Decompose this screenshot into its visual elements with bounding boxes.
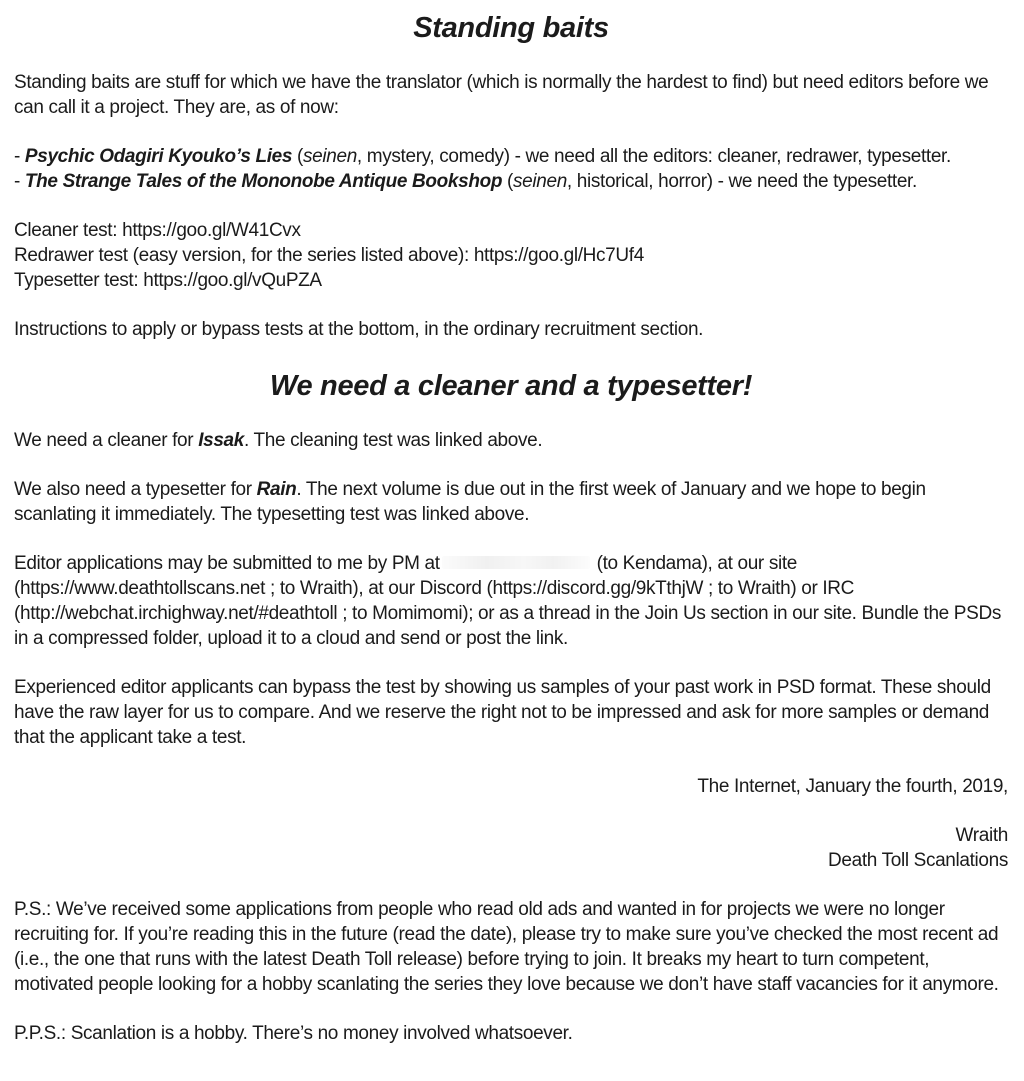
cleaner-request <box>14 428 1008 453</box>
bait-1-title: Psychic Odagiri Kyouko’s Lies <box>24 146 293 167</box>
bait-1-genre: seinen <box>303 146 357 167</box>
bait-2-genre: seinen <box>513 171 567 192</box>
instructions-note: Instructions to apply or bypass tests at the bottom, in the ordinary recruitment section. <box>14 319 704 340</box>
standing-baits-intro: Standing baits are stuff for which we have the translator (which is normally the hardest to find) but need editors before we can call it a project. They are, as of now: <box>14 72 989 118</box>
cleaner-request-after: . The cleaning test was linked above. <box>243 430 543 451</box>
bait-2-title: The Strange Tales of the Mononobe Antique Bookshop <box>24 171 503 192</box>
signature-block <box>14 823 1008 873</box>
cleaner-test-line: Cleaner test: https://goo.gl/W41Cvx <box>14 220 301 241</box>
bait-item <box>14 169 1008 194</box>
signature-dateline: The Internet, January the fourth, 2019, <box>697 776 1008 797</box>
ps-paragraph: P.S.: We’ve received some applications from people who read old ads and wanted in for projects we were no longer recruiting for. If you’re reading this in the future (read the date), please try to make sure you’ve checked the most recent ad (i.e., the one that runs with the latest Death Toll release) before trying to join. It breaks my heart to turn competent, motivated people looking for a hobby scanlating the series they love because we don’t have staff vacancies for it anymore. <box>14 899 999 995</box>
applications-after: (to Kendama), at our site (https://www.deathtollscans.net ; to Wraith), at our Discord (https://discord.gg/9kTthjW ; to Wraith) or IRC (http://webchat.irchighway.net/#deathtoll ; to Momimomi); or as a thread in the Join Us section in our site. Bundle the PSDs in a compressed folder, upload it to a cloud and send or post the link. <box>14 553 1001 649</box>
typesetter-request-after: . The next volume is due out in the first week of January and we hope to begin scanlating it immediately. The typesetting test was linked above. <box>14 479 926 525</box>
bait-2-prefix: - <box>14 171 25 192</box>
typesetter-test-line: Typesetter test: https://goo.gl/vQuPZA <box>14 270 322 291</box>
typesetter-request <box>14 477 1008 527</box>
redacted-contact-blur <box>442 556 590 569</box>
bait-list <box>14 144 1008 194</box>
test-links-block <box>14 218 1008 293</box>
recruitment-heading: We need a cleaner and a typesetter! <box>269 370 753 402</box>
cleaner-series-title: Issak <box>198 430 244 451</box>
bait-1-prefix: - <box>14 146 25 167</box>
standing-baits-heading: Standing baits <box>413 12 609 44</box>
signature-group: Death Toll Scanlations <box>828 850 1008 871</box>
bait-2-rest: , historical, horror) - we need the typesetter. <box>566 171 917 192</box>
cleaner-request-before: We need a cleaner for <box>14 430 199 451</box>
bait-1-open-paren: ( <box>292 146 304 167</box>
typesetter-request-before: We also need a typesetter for <box>14 479 257 500</box>
pps-paragraph: P.P.S.: Scanlation is a hobby. There’s no money involved whatsoever. <box>14 1023 573 1044</box>
typesetter-series-title: Rain <box>256 479 297 500</box>
signature-author: Wraith <box>955 825 1008 846</box>
bait-item <box>14 144 1008 169</box>
redrawer-test-line: Redrawer test (easy version, for the series listed above): https://goo.gl/Hc7Uf4 <box>14 245 644 266</box>
bypass-paragraph: Experienced editor applicants can bypass the test by showing us samples of your past work in PSD format. These should have the raw layer for us to compare. And we reserve the right not to be impressed and ask for more samples or demand that the applicant take a test. <box>14 677 991 748</box>
bait-2-open-paren: ( <box>502 171 514 192</box>
bait-1-rest: , mystery, comedy) - we need all the editors: cleaner, redrawer, typesetter. <box>356 146 951 167</box>
applications-before: Editor applications may be submitted to me by PM at <box>14 553 440 574</box>
applications-paragraph <box>14 551 1008 651</box>
